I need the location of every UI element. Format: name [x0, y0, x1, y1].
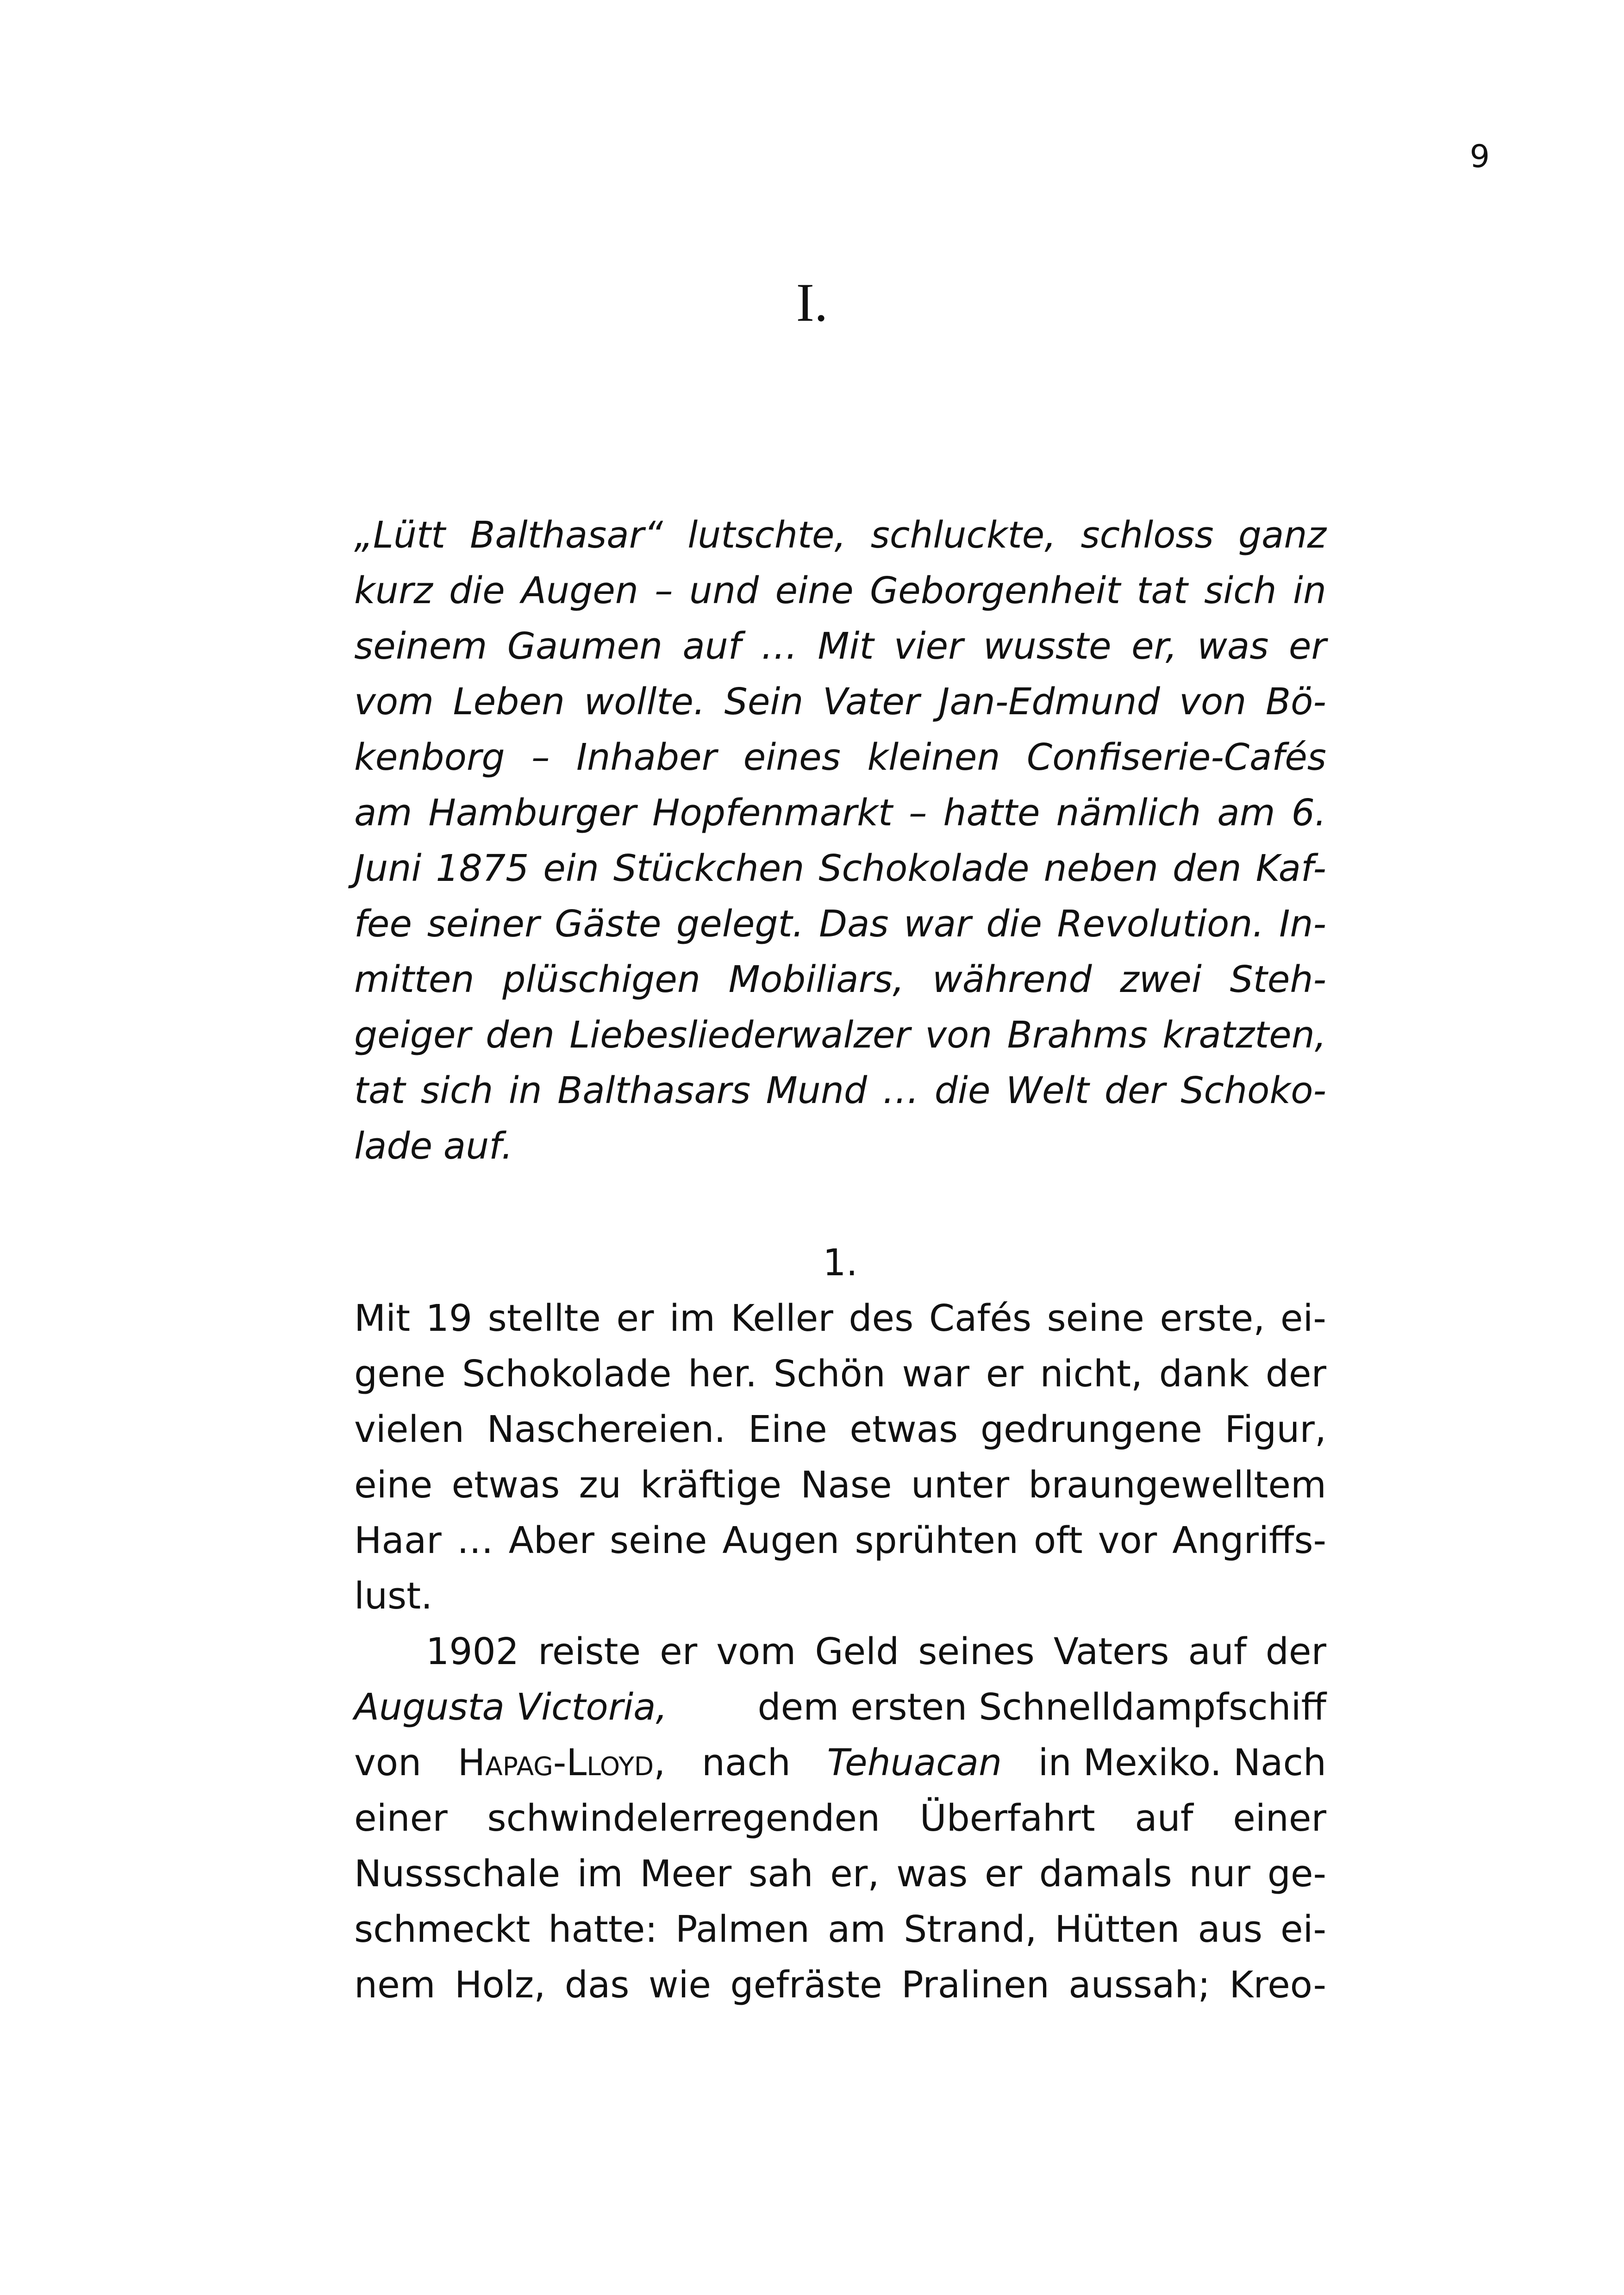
- word: seine: [1047, 1297, 1144, 1340]
- prologue-line: [354, 1063, 1326, 1118]
- word: Schokolade: [462, 1353, 672, 1395]
- word: Juni: [354, 847, 422, 890]
- word: schwindelerregenden: [487, 1797, 881, 1840]
- word: was: [1197, 625, 1269, 667]
- paragraph-2-line: [354, 1846, 1326, 1902]
- word: Hopfenmarkt: [652, 792, 893, 834]
- chapter-title: I.: [796, 272, 828, 333]
- word: das: [564, 1964, 630, 2006]
- word: fee: [354, 903, 412, 945]
- word: mitten: [354, 958, 475, 1001]
- word: –: [655, 569, 673, 612]
- word: plüschigen: [502, 958, 700, 1001]
- word: 19: [425, 1297, 473, 1340]
- prologue-line: [354, 618, 1326, 674]
- word: von: [925, 1014, 993, 1056]
- word: damals: [1039, 1852, 1172, 1895]
- word: Kaf-: [1255, 847, 1326, 890]
- word: reiste: [538, 1630, 641, 1673]
- word: vom: [716, 1630, 796, 1673]
- word: er: [616, 1297, 654, 1340]
- word: der: [1265, 1630, 1326, 1673]
- word: kenborg: [354, 736, 505, 779]
- word: ein: [543, 847, 599, 890]
- word: schloss: [1081, 514, 1214, 556]
- word: einer: [354, 1797, 448, 1840]
- word: lust.: [354, 1575, 433, 1617]
- paragraph-2-text: dem ersten Schnelldampfschiff: [757, 1686, 1326, 1728]
- word: Naschereien.: [487, 1408, 726, 1451]
- prologue-line: [354, 896, 1326, 952]
- word: auf: [1188, 1630, 1247, 1673]
- word: etwas: [451, 1464, 560, 1506]
- word: im: [669, 1297, 715, 1340]
- word: er: [660, 1630, 698, 1673]
- word: Sein: [724, 680, 804, 723]
- word: hatte: [943, 792, 1040, 834]
- word: Geborgenheit: [869, 569, 1121, 612]
- word: er: [984, 1852, 1023, 1895]
- word: –: [908, 792, 927, 834]
- prologue-line: [354, 507, 1326, 563]
- word: des: [849, 1297, 914, 1340]
- word: Vaters: [1053, 1630, 1169, 1673]
- word: Nase: [800, 1464, 892, 1506]
- word: Mit: [818, 625, 874, 667]
- word: nämlich: [1056, 792, 1201, 834]
- word: tat: [1137, 569, 1188, 612]
- word: sah: [748, 1852, 813, 1895]
- prologue-line: [354, 785, 1326, 841]
- word: –: [531, 736, 550, 779]
- word: Hamburger: [428, 792, 637, 834]
- word: nicht,: [1040, 1353, 1143, 1395]
- word: …: [882, 1069, 919, 1112]
- word: die: [449, 569, 505, 612]
- prologue-line: [354, 1118, 1326, 1174]
- word: nem: [354, 1964, 436, 2006]
- word: Bö-: [1265, 680, 1326, 723]
- word: die: [986, 903, 1042, 945]
- word: erste,: [1160, 1297, 1265, 1340]
- section-number: 1.: [823, 1241, 858, 1284]
- word: etwas: [849, 1408, 958, 1451]
- word: 1902: [426, 1630, 519, 1673]
- word: am: [1217, 792, 1275, 834]
- word: der: [1265, 1353, 1326, 1395]
- paragraph-2-text: von: [354, 1741, 422, 1784]
- word: Liebesliederwalzer: [569, 1014, 910, 1056]
- word: seiner: [427, 903, 540, 945]
- word: auf: [1135, 1797, 1193, 1840]
- word: zwei: [1120, 958, 1202, 1001]
- word: Cafés: [929, 1297, 1031, 1340]
- body-text: [354, 1291, 1326, 2013]
- prologue-paragraph: [354, 507, 1326, 1174]
- word: kräftige: [640, 1464, 782, 1506]
- word: Figur,: [1224, 1408, 1326, 1451]
- word: stellte: [487, 1297, 601, 1340]
- word: Kreo-: [1229, 1964, 1326, 2006]
- word: vor: [1098, 1519, 1157, 1562]
- prologue-line: [354, 952, 1326, 1007]
- word: auf: [682, 625, 741, 667]
- word: Schön: [773, 1353, 886, 1395]
- word: Mobiliars,: [728, 958, 905, 1001]
- word: Confiserie-Cafés: [1026, 736, 1326, 779]
- word: Mund: [766, 1069, 868, 1112]
- word: vom: [354, 680, 434, 723]
- word: Strand,: [904, 1908, 1037, 1951]
- word: Eine: [748, 1408, 827, 1451]
- word: im: [577, 1852, 623, 1895]
- word: Leben: [453, 680, 565, 723]
- word: aussah;: [1068, 1964, 1211, 2006]
- word: her.: [688, 1353, 757, 1395]
- word: seine: [610, 1519, 707, 1562]
- word: in: [508, 1069, 542, 1112]
- paragraph-1-line: [354, 1457, 1326, 1513]
- word: Hütten: [1055, 1908, 1180, 1951]
- word: wollte.: [584, 680, 706, 723]
- word: geiger: [354, 1014, 471, 1056]
- word: Jan-Edmund: [939, 680, 1160, 723]
- word: war: [904, 903, 971, 945]
- word: dank: [1159, 1353, 1249, 1395]
- word: vier: [893, 625, 963, 667]
- word: neben: [1043, 847, 1158, 890]
- word: ei-: [1280, 1297, 1326, 1340]
- paragraph-2-line: [354, 1957, 1326, 2013]
- ship-name: Augusta Victoria,: [354, 1686, 668, 1728]
- word: Schokolade: [818, 847, 1030, 890]
- word: Pralinen: [901, 1964, 1049, 2006]
- word: Balthasar“: [470, 514, 663, 556]
- word: den: [486, 1014, 555, 1056]
- word: was: [896, 1852, 968, 1895]
- word: gefräste: [730, 1964, 882, 2006]
- word: sich: [1204, 569, 1277, 612]
- word: er: [1288, 625, 1326, 667]
- word: er: [986, 1353, 1024, 1395]
- word: tat: [354, 1069, 406, 1112]
- word: die: [934, 1069, 991, 1112]
- word: nur: [1189, 1852, 1251, 1895]
- word: unter: [911, 1464, 1010, 1506]
- company-name: Hapag-Lloyd,: [457, 1741, 666, 1784]
- paragraph-2-text: nach: [701, 1741, 791, 1784]
- word: Das: [819, 903, 889, 945]
- word: braungewelltem: [1028, 1464, 1326, 1506]
- prologue-line: [354, 563, 1326, 618]
- word: eine: [354, 1464, 433, 1506]
- word: In-: [1279, 903, 1326, 945]
- word: 1875: [436, 847, 529, 890]
- word: Gäste: [555, 903, 662, 945]
- word: wie: [648, 1964, 712, 2006]
- word: ganz: [1238, 514, 1326, 556]
- word: von: [1179, 680, 1247, 723]
- word: Palmen: [675, 1908, 810, 1951]
- word: am: [354, 792, 412, 834]
- word: war: [902, 1353, 970, 1395]
- word: …: [761, 625, 798, 667]
- word: Vater: [823, 680, 920, 723]
- word: zu: [579, 1464, 622, 1506]
- prologue-line: [354, 1007, 1326, 1063]
- paragraph-1-line: [354, 1402, 1326, 1457]
- word: eine: [775, 569, 854, 612]
- paragraph-1-line: [354, 1568, 1326, 1624]
- word: gelegt.: [676, 903, 804, 945]
- word: Nussschale: [354, 1852, 561, 1895]
- word: hatte:: [548, 1908, 657, 1951]
- word: oft: [1033, 1519, 1083, 1562]
- word: Stückchen: [613, 847, 805, 890]
- word: Angriffs-: [1172, 1519, 1326, 1562]
- word: Haar: [354, 1519, 442, 1562]
- word: in: [1293, 569, 1326, 612]
- word: sich: [420, 1069, 493, 1112]
- word: schluckte,: [870, 514, 1056, 556]
- word: Überfahrt: [919, 1797, 1095, 1840]
- word: kleinen: [867, 736, 1000, 779]
- word: vielen: [354, 1408, 464, 1451]
- word: gene: [354, 1353, 446, 1395]
- word: auf.: [443, 1125, 513, 1167]
- word: Mit: [354, 1297, 411, 1340]
- word: lutschte,: [687, 514, 846, 556]
- word: …: [456, 1519, 493, 1562]
- word: Augen: [722, 1519, 840, 1562]
- paragraph-2-line: [354, 1902, 1326, 1957]
- paragraph-2-line: [354, 1735, 1326, 1790]
- paragraph-2-line: [354, 1624, 1326, 1679]
- word: Revolution.: [1057, 903, 1264, 945]
- word: am: [827, 1908, 886, 1951]
- place-name: Tehuacan: [827, 1741, 1002, 1784]
- word: Meer: [640, 1852, 732, 1895]
- prologue-line: [354, 841, 1326, 896]
- word: lade: [354, 1125, 433, 1167]
- word: gedrungene: [980, 1408, 1202, 1451]
- page-number: 9: [1469, 138, 1490, 175]
- word: und: [689, 569, 759, 612]
- paragraph-1-line: [354, 1346, 1326, 1402]
- word: einer: [1233, 1797, 1326, 1840]
- word: 6.: [1291, 792, 1326, 834]
- word: seinem: [354, 625, 487, 667]
- word: Welt: [1006, 1069, 1089, 1112]
- word: Holz,: [455, 1964, 546, 2006]
- paragraph-2-line: [354, 1790, 1326, 1846]
- paragraph-1-line: [354, 1291, 1326, 1346]
- word: „Lütt: [354, 514, 445, 556]
- word: Inhaber: [576, 736, 717, 779]
- prologue-line: [354, 674, 1326, 730]
- word: seines: [918, 1630, 1035, 1673]
- word: sprühten: [855, 1519, 1018, 1562]
- word: er,: [830, 1852, 880, 1895]
- paragraph-2-text: in Mexiko. Nach: [1038, 1741, 1326, 1784]
- word: Steh-: [1230, 958, 1326, 1001]
- word: ei-: [1280, 1908, 1326, 1951]
- word: während: [932, 958, 1092, 1001]
- word: Balthasars: [557, 1069, 751, 1112]
- word: Geld: [815, 1630, 899, 1673]
- word: schmeckt: [354, 1908, 531, 1951]
- word: Brahms: [1007, 1014, 1148, 1056]
- word: kratzten,: [1162, 1014, 1326, 1056]
- word: eines: [743, 736, 841, 779]
- word: den: [1172, 847, 1242, 890]
- word: Keller: [731, 1297, 833, 1340]
- paragraph-1-line: [354, 1513, 1326, 1568]
- word: Aber: [508, 1519, 594, 1562]
- word: ge-: [1267, 1852, 1326, 1895]
- word: Gaumen: [507, 625, 663, 667]
- word: Augen: [521, 569, 638, 612]
- word: er,: [1131, 625, 1177, 667]
- word: der: [1104, 1069, 1166, 1112]
- word: wusste: [983, 625, 1112, 667]
- word: kurz: [354, 569, 433, 612]
- word: aus: [1198, 1908, 1263, 1951]
- paragraph-2-line: [354, 1679, 1326, 1735]
- prologue-line: [354, 730, 1326, 785]
- word: Schoko-: [1181, 1069, 1326, 1112]
